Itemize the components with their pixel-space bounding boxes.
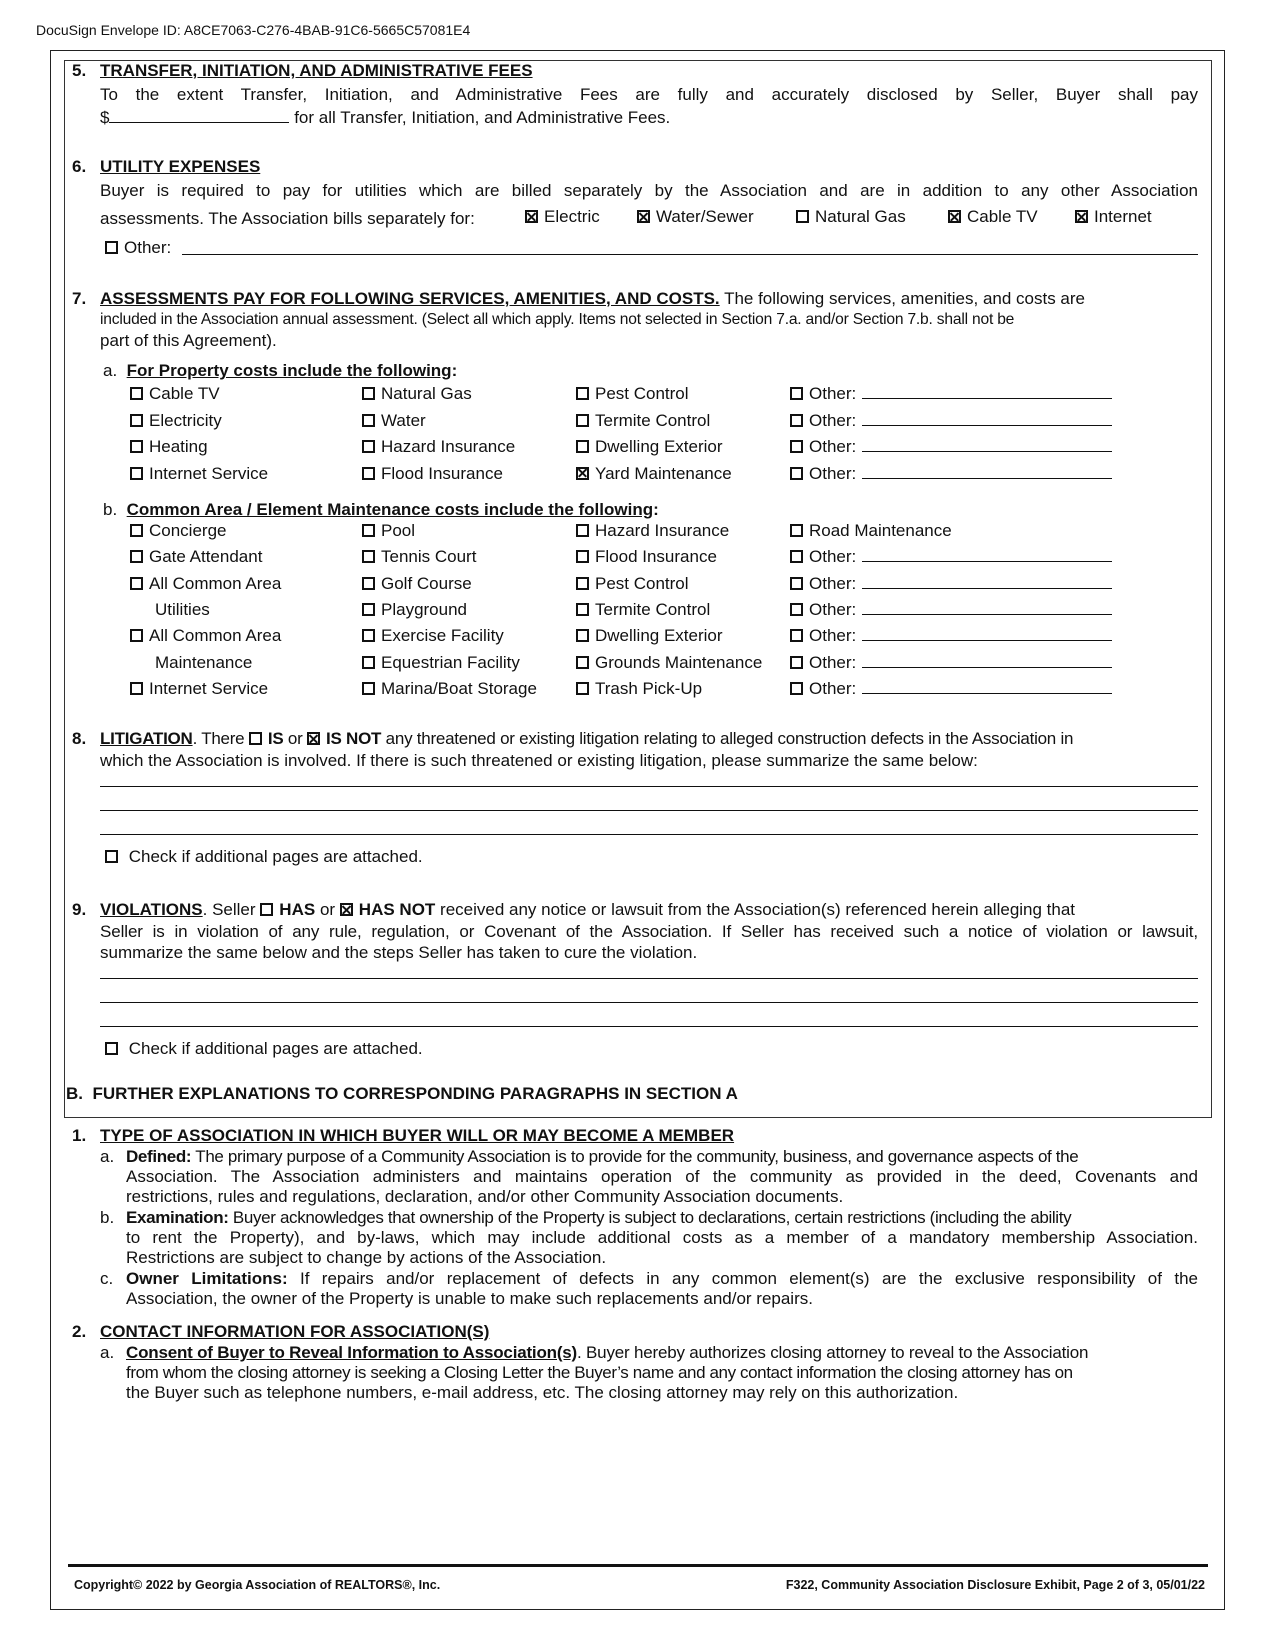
other-text-field[interactable] bbox=[862, 463, 1112, 479]
footer-form-id: F322, Community Association Disclosure Exhibit, Page 2 of 3, 05/01/22 bbox=[785, 1578, 1205, 1592]
violations-has-not-checkbox[interactable] bbox=[340, 903, 353, 916]
checkbox-icon[interactable] bbox=[130, 467, 143, 480]
assessment-option[interactable] bbox=[155, 652, 252, 673]
section-7-line1: ASSESSMENTS PAY FOR FOLLOWING SERVICES, AMENITIES, AND COSTS. The following services, amenities, and costs are bbox=[100, 289, 1086, 308]
option-label: Gate Attendant bbox=[149, 547, 263, 567]
section-9-line2: Seller is in violation of any rule, regulation, or Covenant of the Association. If Seller has received such a notice of violation or lawsuit, bbox=[100, 922, 1198, 941]
option-label: Other: bbox=[809, 599, 857, 619]
option-label: Dwelling Exterior bbox=[595, 626, 723, 646]
assessment-option[interactable] bbox=[576, 410, 710, 431]
utility-other[interactable]: Other: bbox=[105, 237, 171, 258]
option-label: Other: bbox=[809, 384, 857, 403]
section-6-title: UTILITY EXPENSES bbox=[100, 157, 261, 176]
checkbox-icon[interactable] bbox=[362, 682, 375, 695]
b2a-line2: from whom the closing attorney is seeking a Closing Letter the Buyer’s name and any contact information the closing attorney has on bbox=[126, 1363, 1073, 1382]
assessment-option[interactable] bbox=[130, 463, 268, 484]
checkbox-icon[interactable] bbox=[362, 603, 375, 616]
option-label: Concierge bbox=[149, 521, 227, 540]
litigation-attach-option[interactable]: Check if additional pages are attached. bbox=[105, 846, 423, 867]
section-9-number: 9. bbox=[72, 900, 87, 919]
other-text-field[interactable] bbox=[862, 652, 1112, 668]
assessment-option[interactable] bbox=[130, 410, 222, 431]
other-text-field[interactable] bbox=[862, 410, 1112, 426]
utility-internet[interactable]: Internet bbox=[1075, 206, 1152, 227]
section-6-line2: assessments. The Association bills separately for: bbox=[100, 209, 475, 228]
checkbox-icon[interactable] bbox=[796, 210, 809, 223]
checkbox-icon[interactable] bbox=[576, 414, 589, 427]
option-label: Other: bbox=[809, 573, 857, 593]
option-label: Other: bbox=[809, 463, 857, 483]
b2-number: 2. bbox=[72, 1322, 87, 1341]
option-label: Hazard Insurance bbox=[595, 521, 730, 540]
checkbox-checked-icon[interactable] bbox=[1075, 210, 1088, 223]
section-9-line3: summarize the same below and the steps Seller has taken to cure the violation. bbox=[100, 943, 698, 962]
option-label: Flood Insurance bbox=[381, 463, 503, 483]
assessment-option[interactable] bbox=[130, 678, 268, 699]
assessment-option[interactable] bbox=[130, 625, 281, 646]
checkbox-icon[interactable] bbox=[362, 550, 375, 563]
checkbox-icon[interactable] bbox=[362, 467, 375, 480]
option-label: Natural Gas bbox=[381, 384, 472, 403]
checkbox-icon[interactable] bbox=[790, 467, 803, 480]
option-label: Utilities bbox=[155, 599, 210, 619]
violation-summary-line[interactable] bbox=[100, 1002, 1198, 1003]
option-label: Playground bbox=[381, 599, 468, 619]
section-7b-heading: b. Common Area / Element Maintenance costs include the following: bbox=[103, 500, 659, 519]
option-label: Maintenance bbox=[155, 652, 253, 672]
option-label: Equestrian Facility bbox=[381, 652, 520, 672]
section-7-line3: part of this Agreement). bbox=[100, 331, 277, 350]
checkbox-icon[interactable] bbox=[576, 682, 589, 695]
option-label: Other: bbox=[809, 437, 857, 456]
fees-amount-field[interactable] bbox=[109, 107, 289, 123]
option-label: Marina/Boat Storage bbox=[381, 678, 537, 698]
option-label: Pest Control bbox=[595, 384, 689, 403]
checkbox-icon[interactable] bbox=[790, 682, 803, 695]
violation-attach-option[interactable]: Check if additional pages are attached. bbox=[105, 1038, 423, 1059]
litigation-summary-line[interactable] bbox=[100, 810, 1198, 811]
assessment-option[interactable] bbox=[576, 520, 729, 541]
assessment-option[interactable] bbox=[362, 436, 515, 457]
option-label: Water bbox=[381, 410, 426, 430]
checkbox-icon[interactable] bbox=[362, 629, 375, 642]
b2a-line1: Consent of Buyer to Reveal Information to Association(s). Buyer hereby authorizes closing attorney to reveal to the Association bbox=[126, 1343, 1089, 1362]
assessment-option[interactable] bbox=[362, 383, 472, 404]
assessment-option[interactable] bbox=[130, 546, 262, 567]
b1c-line2: Association, the owner of the Property is unable to make such replacements and/or repairs. bbox=[126, 1289, 813, 1308]
checkbox-icon[interactable] bbox=[105, 241, 118, 254]
checkbox-checked-icon[interactable] bbox=[576, 467, 589, 480]
assessment-option[interactable] bbox=[130, 520, 227, 541]
option-label: Other: bbox=[809, 652, 857, 672]
option-label: Termite Control bbox=[595, 410, 711, 430]
b1-title: TYPE OF ASSOCIATION IN WHICH BUYER WILL OR MAY BECOME A MEMBER bbox=[100, 1126, 735, 1145]
assessment-option[interactable] bbox=[362, 520, 415, 541]
option-label: Trash Pick-Up bbox=[595, 678, 703, 698]
checkbox-icon[interactable] bbox=[790, 577, 803, 590]
assessment-option[interactable] bbox=[790, 599, 1112, 620]
assessment-option[interactable] bbox=[130, 383, 220, 404]
b1c-letter: c. bbox=[100, 1269, 114, 1288]
assessment-option[interactable] bbox=[362, 678, 537, 699]
envelope-id: DocuSign Envelope ID: A8CE7063-C276-4BAB-91C6-5665C57081E4 bbox=[36, 22, 471, 38]
assessment-option[interactable] bbox=[576, 383, 689, 404]
checkbox-icon[interactable] bbox=[576, 603, 589, 616]
utility-cable-tv[interactable]: Cable TV bbox=[948, 206, 1038, 227]
other-text-field[interactable] bbox=[862, 436, 1112, 452]
option-label: Other: bbox=[809, 678, 857, 698]
violation-summary-line[interactable] bbox=[100, 1026, 1198, 1027]
assessment-option[interactable] bbox=[790, 436, 1112, 457]
option-label: Internet Service bbox=[149, 678, 269, 698]
assessment-option[interactable] bbox=[790, 410, 1112, 431]
checkbox-icon[interactable] bbox=[790, 550, 803, 563]
option-label: All Common Area bbox=[149, 573, 282, 593]
litigation-is-not-checkbox[interactable] bbox=[307, 732, 320, 745]
option-label: Other: bbox=[809, 626, 857, 646]
checkbox-icon[interactable] bbox=[790, 524, 803, 537]
checkbox-icon[interactable] bbox=[130, 524, 143, 537]
b1b-line2: to rent the Property), and by-laws, which may include additional costs as a member of a mandatory membership Association. bbox=[126, 1228, 1198, 1247]
assessment-option[interactable] bbox=[130, 436, 208, 457]
section-8-line1: LITIGATION. There IS or IS NOT any threatened or existing litigation relating to alleged construction defects in the Association in bbox=[100, 729, 1074, 748]
checkbox-icon[interactable] bbox=[790, 629, 803, 642]
assessment-option[interactable] bbox=[576, 678, 702, 699]
b1b-line3: Restrictions are subject to change by actions of the Association. bbox=[126, 1248, 607, 1267]
b1c-line1: Owner Limitations: If repairs and/or replacement of defects in any common element(s) are the exclusive responsibility of the bbox=[126, 1269, 1198, 1288]
option-label: Dwelling Exterior bbox=[595, 437, 723, 456]
checkbox-icon[interactable] bbox=[362, 656, 375, 669]
assessment-option[interactable] bbox=[790, 625, 1112, 646]
checkbox-checked-icon[interactable] bbox=[637, 210, 650, 223]
assessment-option[interactable] bbox=[576, 573, 689, 594]
assessment-option[interactable] bbox=[790, 678, 1112, 699]
section-7-line2: included in the Association annual assessment. (Select all which apply. Items not selected in Section 7.a. and/or Section 7.b. shall not be bbox=[100, 311, 1015, 328]
option-label: Pool bbox=[381, 521, 416, 540]
section-6-number: 6. bbox=[72, 157, 87, 176]
b2a-letter: a. bbox=[100, 1343, 115, 1362]
option-label: Golf Course bbox=[381, 573, 472, 593]
other-text-field[interactable] bbox=[862, 383, 1112, 399]
b1a-line3: restrictions, rules and regulations, declaration, and/or other Community Association documents. bbox=[126, 1187, 844, 1206]
b1b-line1: Examination: Buyer acknowledges that ownership of the Property is subject to declarations, certain restrictions (including the ability bbox=[126, 1208, 1072, 1227]
checkbox-checked-icon[interactable] bbox=[948, 210, 961, 223]
checkbox-icon[interactable] bbox=[362, 577, 375, 590]
section-7a-heading: a. For Property costs include the following: bbox=[103, 361, 458, 380]
section-7-number: 7. bbox=[72, 289, 87, 308]
checkbox-icon[interactable] bbox=[130, 682, 143, 695]
footer-copyright: Copyright© 2022 by Georgia Association of REALTORS®, Inc. bbox=[74, 1578, 441, 1592]
checkbox-icon[interactable] bbox=[576, 524, 589, 537]
assessment-option[interactable] bbox=[790, 463, 1112, 484]
checkbox-icon[interactable] bbox=[362, 387, 375, 400]
assessment-option[interactable] bbox=[362, 573, 472, 594]
checkbox-icon[interactable] bbox=[790, 414, 803, 427]
option-label: Grounds Maintenance bbox=[595, 652, 763, 672]
other-text-field[interactable] bbox=[862, 546, 1112, 562]
footer-rule bbox=[68, 1564, 1208, 1567]
checkbox-icon[interactable] bbox=[130, 440, 143, 453]
section-5-number: 5. bbox=[72, 61, 87, 80]
checkbox-icon[interactable] bbox=[576, 656, 589, 669]
checkbox-icon[interactable] bbox=[790, 656, 803, 669]
assessment-option[interactable] bbox=[576, 599, 710, 620]
assessment-option[interactable] bbox=[790, 546, 1112, 567]
option-label: Electricity bbox=[149, 410, 222, 430]
option-label: All Common Area bbox=[149, 626, 282, 646]
checkbox-icon[interactable] bbox=[790, 440, 803, 453]
other-text-field[interactable] bbox=[862, 599, 1112, 615]
section-9-line1: VIOLATIONS. Seller HAS or HAS NOT received any notice or lawsuit from the Association(s) referenced herein alleging that bbox=[100, 900, 1076, 919]
assessment-option[interactable] bbox=[790, 652, 1112, 673]
section-8-line2: which the Association is involved. If there is such threatened or existing litigation, please summarize the same below: bbox=[100, 751, 978, 770]
checkbox-icon[interactable] bbox=[576, 550, 589, 563]
checkbox-icon[interactable] bbox=[130, 577, 143, 590]
checkbox-icon[interactable] bbox=[130, 387, 143, 400]
option-label: Hazard Insurance bbox=[381, 437, 516, 456]
litigation-summary-line[interactable] bbox=[100, 834, 1198, 835]
violation-summary-line[interactable] bbox=[100, 978, 1198, 979]
assessment-option[interactable] bbox=[790, 520, 952, 541]
assessment-option[interactable] bbox=[130, 573, 281, 594]
checkbox-icon[interactable] bbox=[790, 387, 803, 400]
checkbox-icon[interactable] bbox=[576, 387, 589, 400]
assessment-option[interactable] bbox=[576, 625, 723, 646]
b1a-letter: a. bbox=[100, 1147, 115, 1166]
section-b-heading: B. FURTHER EXPLANATIONS TO CORRESPONDING PARAGRAPHS IN SECTION A bbox=[66, 1084, 738, 1103]
litigation-summary-line[interactable] bbox=[100, 786, 1198, 787]
assessment-option[interactable] bbox=[790, 383, 1112, 404]
section-5-title: TRANSFER, INITIATION, AND ADMINISTRATIVE FEES bbox=[100, 61, 533, 80]
option-label: Yard Maintenance bbox=[595, 463, 732, 483]
b1a-line1: Defined: The primary purpose of a Community Association is to provide for the community, business, and governance aspects of the bbox=[126, 1147, 1079, 1166]
other-text-field[interactable] bbox=[862, 573, 1112, 589]
checkbox-icon[interactable] bbox=[576, 577, 589, 590]
assessment-option[interactable] bbox=[790, 573, 1112, 594]
assessment-option[interactable] bbox=[576, 652, 762, 673]
assessment-option[interactable] bbox=[576, 463, 732, 484]
checkbox-icon[interactable] bbox=[130, 550, 143, 563]
b2a-line3: the Buyer such as telephone numbers, e-mail address, etc. The closing attorney may rely on this authorization. bbox=[126, 1383, 959, 1402]
violations-has-checkbox[interactable] bbox=[260, 903, 273, 916]
assessment-option[interactable] bbox=[155, 599, 210, 620]
b1b-letter: b. bbox=[100, 1208, 115, 1227]
assessment-option[interactable] bbox=[576, 546, 717, 567]
checkbox-icon[interactable] bbox=[362, 414, 375, 427]
checkbox-icon[interactable] bbox=[576, 440, 589, 453]
checkbox-icon[interactable] bbox=[362, 440, 375, 453]
option-label: Other: bbox=[809, 547, 857, 567]
utility-electric[interactable]: Electric bbox=[525, 206, 600, 227]
option-label: Exercise Facility bbox=[381, 626, 504, 646]
checkbox-icon[interactable] bbox=[362, 524, 375, 537]
assessment-option[interactable] bbox=[362, 546, 476, 567]
section-5-line1: To the extent Transfer, Initiation, and Administrative Fees are fully and accurately disclosed by Seller, Buyer shall pay bbox=[100, 85, 1198, 104]
utility-natural-gas[interactable]: Natural Gas bbox=[796, 206, 906, 227]
section-8-number: 8. bbox=[72, 729, 87, 748]
checkbox-icon[interactable] bbox=[105, 850, 118, 863]
utility-water-sewer[interactable]: Water/Sewer bbox=[637, 206, 754, 227]
b2-title: CONTACT INFORMATION FOR ASSOCIATION(S) bbox=[100, 1322, 490, 1341]
option-label: Tennis Court bbox=[381, 547, 477, 567]
option-label: Heating bbox=[149, 437, 208, 456]
checkbox-icon[interactable] bbox=[790, 603, 803, 616]
option-label: Internet Service bbox=[149, 463, 269, 483]
option-label: Other: bbox=[809, 410, 857, 430]
litigation-is-checkbox[interactable] bbox=[249, 732, 262, 745]
option-label: Cable TV bbox=[149, 384, 220, 403]
section-5-line2: $ for all Transfer, Initiation, and Administrative Fees. bbox=[100, 108, 671, 127]
checkbox-checked-icon[interactable] bbox=[525, 210, 538, 223]
option-label: Flood Insurance bbox=[595, 547, 717, 567]
utility-other-field[interactable] bbox=[182, 254, 1198, 255]
assessment-option[interactable] bbox=[362, 599, 467, 620]
checkbox-icon[interactable] bbox=[105, 1042, 118, 1055]
assessment-option[interactable] bbox=[362, 463, 503, 484]
other-text-field[interactable] bbox=[862, 625, 1112, 641]
checkbox-icon[interactable] bbox=[130, 629, 143, 642]
checkbox-icon[interactable] bbox=[130, 414, 143, 427]
assessment-option[interactable] bbox=[362, 652, 520, 673]
checkbox-icon[interactable] bbox=[576, 629, 589, 642]
b1a-line2: Association. The Association administers and maintains operation of the community as provided in the deed, Covenants and bbox=[126, 1167, 1198, 1186]
option-label: Termite Control bbox=[595, 599, 711, 619]
b1-number: 1. bbox=[72, 1126, 87, 1145]
assessment-option[interactable] bbox=[362, 410, 426, 431]
option-label: Road Maintenance bbox=[809, 521, 952, 540]
assessment-option[interactable] bbox=[576, 436, 723, 457]
option-label: Pest Control bbox=[595, 573, 689, 593]
other-text-field[interactable] bbox=[862, 678, 1112, 694]
section-6-line1: Buyer is required to pay for utilities which are billed separately by the Association and are in addition to any other Association bbox=[100, 181, 1198, 200]
assessment-option[interactable] bbox=[362, 625, 504, 646]
